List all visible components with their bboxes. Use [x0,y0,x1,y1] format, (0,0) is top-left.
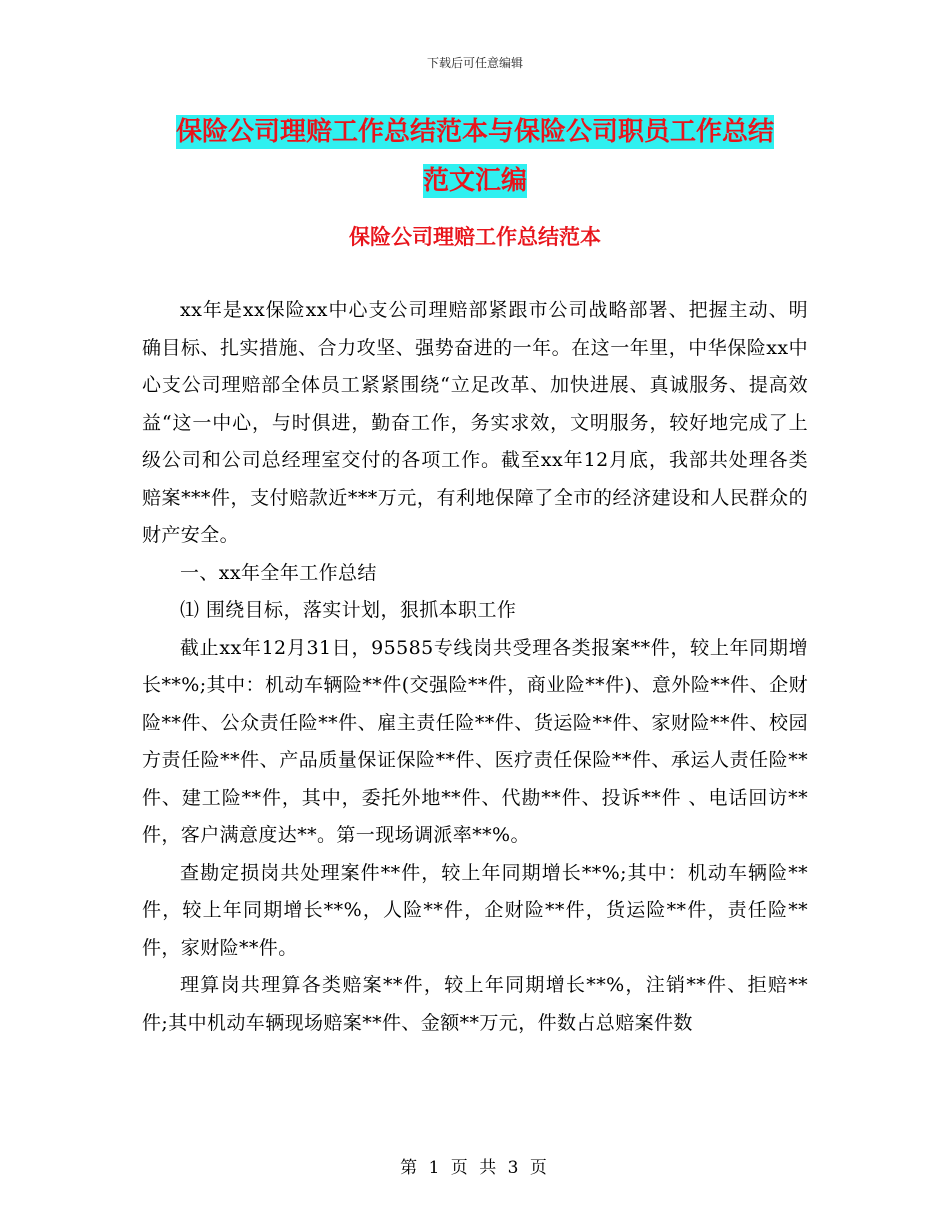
body-paragraph: 理算岗共理算各类赔案**件，较上年同期增长**%，注销**件、拒赔**件;其中机动车辆现场赔案**件、金额**万元，件数占总赔案件数 [142,974,808,1034]
document-title-line-1: 保险公司理赔工作总结范本与保险公司职员工作总结 [175,117,774,147]
body-paragraph: ⑴ 围绕目标，落实计划，狠抓本职工作 [180,599,517,621]
section-title: 保险公司理赔工作总结范本 [349,225,601,249]
body-paragraph: 截止xx年12月31日，95585专线岗共受理各类报案**件，较上年同期增长**%;其中：机动车辆险**件(交强险**件，商业险**件)、意外险**件、企财险**件、公众责任险**件、雇主责任险**件、货运险**件、家财险**件、校园方责任险**件、产品质量保证保险**件、医疗责任保险**件、承运人责任险**件、建工险**件，其中，委托外地**件、代勘**件、投诉**件 、电话回访**件，客户满意度达**。第一现场调派率**%。 [142,636,808,846]
document-title [0,108,950,206]
header-note: 下载后可任意编辑 [426,56,523,70]
page-number: 第 1 页 共 3 页 [400,1158,550,1178]
body-paragraph: 查勘定损岗共处理案件**件，较上年同期增长**%;其中：机动车辆险**件，较上年同期增长**%，人险**件，企财险**件，货运险**件，责任险**件，家财险**件。 [142,861,808,959]
document-body [142,292,808,1042]
document-title-line-2: 范文汇编 [422,166,527,196]
body-paragraph: 一、xx年全年工作总结 [180,561,377,584]
body-paragraph: xx年是xx保险xx中心支公司理赔部紧跟市公司战略部署、把握主动、明确目标、扎实措施、合力攻坚、强势奋进的一年。在这一年里，中华保险xx中心支公司理赔部全体员工紧紧围绕“立足改革、加快进展、真诚服务、提高效益“这一中心，与时俱进，勤奋工作，务实求效，文明服务，较好地完成了上级公司和公司总经理室交付的各项工作。截至xx年12月底，我部共处理各类赔案***件，支付赔款近***万元，有利地保障了全市的经济建设和人民群众的财产安全。 [142,299,808,546]
